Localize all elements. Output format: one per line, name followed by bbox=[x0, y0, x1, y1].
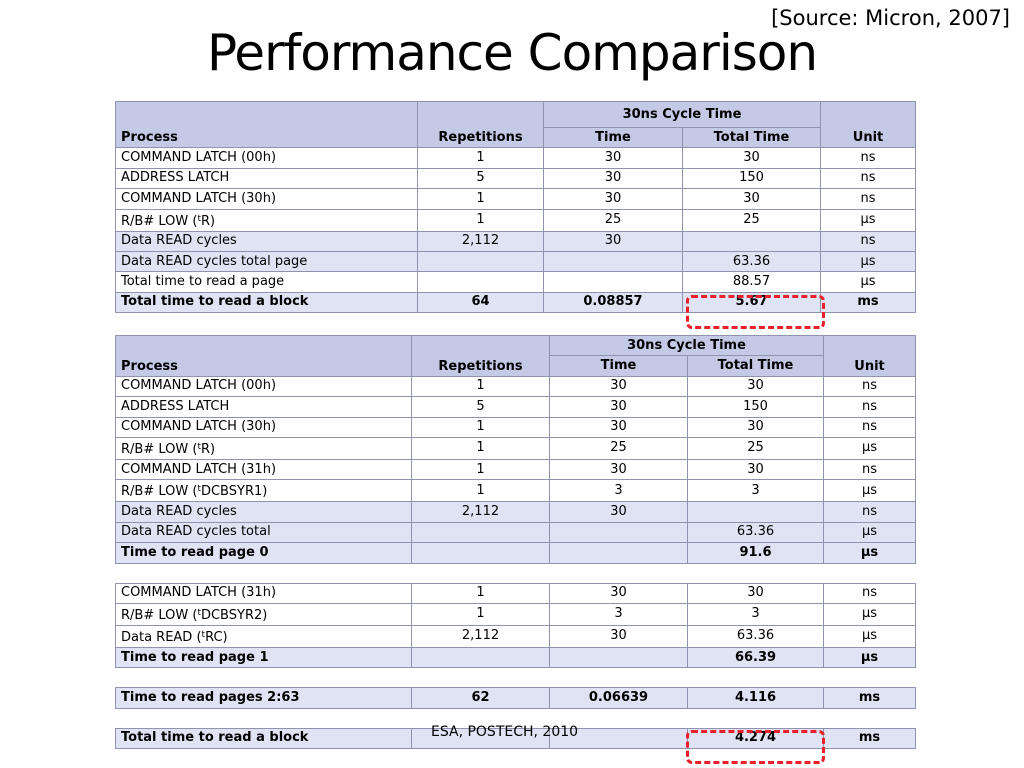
cell-time: 30 bbox=[550, 459, 688, 479]
cell-repetitions: 1 bbox=[412, 376, 550, 396]
table-row bbox=[116, 168, 916, 188]
header-unit: Unit bbox=[824, 336, 916, 377]
cell-time bbox=[550, 543, 688, 563]
table-row bbox=[116, 603, 916, 625]
cell-unit: µs bbox=[824, 543, 916, 563]
cell-process bbox=[116, 480, 412, 502]
cell-total-time: 4.274 bbox=[688, 728, 824, 748]
table-body bbox=[116, 148, 916, 313]
cell-process: Total time to read a block bbox=[116, 728, 412, 748]
cell-total-time: 25 bbox=[683, 209, 821, 231]
cell-repetitions: 1 bbox=[412, 459, 550, 479]
cell-unit: ns bbox=[821, 168, 916, 188]
cell-process bbox=[116, 209, 418, 231]
cell-process: Time to read page 1 bbox=[116, 647, 412, 667]
cell-total-time bbox=[688, 502, 824, 522]
cell-time bbox=[550, 522, 688, 542]
cell-repetitions: 1 bbox=[412, 480, 550, 502]
process-text: R/B# LOW ( bbox=[121, 441, 198, 457]
cell-process: COMMAND LATCH (30h) bbox=[116, 417, 412, 437]
cell-time: 3 bbox=[550, 480, 688, 502]
cell-time: 30 bbox=[544, 231, 683, 251]
cell-total-time: 66.39 bbox=[688, 647, 824, 667]
cell-time bbox=[544, 272, 683, 292]
cell-process: COMMAND LATCH (00h) bbox=[116, 376, 412, 396]
table-row bbox=[116, 647, 916, 667]
table-row bbox=[116, 625, 916, 647]
cell-repetitions: 2,112 bbox=[418, 231, 544, 251]
cell-unit: µs bbox=[824, 647, 916, 667]
process-text: R/B# LOW ( bbox=[121, 484, 198, 500]
cell-total-time: 30 bbox=[688, 376, 824, 396]
cell-repetitions: 1 bbox=[418, 148, 544, 168]
highlight-box-block-time-2 bbox=[686, 730, 825, 764]
spacer-cell bbox=[116, 668, 916, 688]
cell-unit: µs bbox=[821, 272, 916, 292]
cell-time bbox=[550, 647, 688, 667]
table-row bbox=[116, 189, 916, 209]
cell-total-time: 30 bbox=[688, 417, 824, 437]
cell-unit: ms bbox=[824, 728, 916, 748]
cell-unit: ns bbox=[824, 376, 916, 396]
process-text-suffix: R) bbox=[200, 441, 216, 457]
cell-unit: ns bbox=[824, 583, 916, 603]
cell-time bbox=[544, 251, 683, 271]
cell-time: 30 bbox=[550, 583, 688, 603]
cell-process: Time to read page 0 bbox=[116, 543, 412, 563]
cell-unit: ns bbox=[821, 231, 916, 251]
footer-credit: ESA, POSTECH, 2010 bbox=[431, 724, 579, 740]
table-row bbox=[116, 251, 916, 271]
header-cycle-time-group: 30ns Cycle Time bbox=[544, 102, 821, 128]
table-row bbox=[116, 231, 916, 251]
page-title: Performance Comparison bbox=[206, 24, 818, 82]
cell-unit: µs bbox=[824, 625, 916, 647]
process-superscript: t bbox=[197, 213, 201, 224]
cell-repetitions: 1 bbox=[412, 603, 550, 625]
cell-total-time: 25 bbox=[688, 437, 824, 459]
process-superscript: t bbox=[197, 441, 201, 452]
table-spacer bbox=[116, 563, 916, 583]
cell-repetitions: 5 bbox=[412, 397, 550, 417]
cell-total-time: 30 bbox=[688, 459, 824, 479]
cell-time: 30 bbox=[550, 625, 688, 647]
cell-time: 30 bbox=[544, 148, 683, 168]
process-superscript: t bbox=[197, 607, 201, 618]
process-text: Data READ ( bbox=[121, 629, 202, 645]
cell-unit: ns bbox=[824, 417, 916, 437]
table-row bbox=[116, 376, 916, 396]
table-spacer bbox=[116, 668, 916, 688]
cell-repetitions bbox=[418, 272, 544, 292]
cell-repetitions: 1 bbox=[412, 583, 550, 603]
cell-time: 30 bbox=[550, 417, 688, 437]
header-unit: Unit bbox=[821, 102, 916, 148]
cell-repetitions: 1 bbox=[418, 209, 544, 231]
table-row bbox=[116, 480, 916, 502]
process-text: R/B# LOW ( bbox=[121, 213, 198, 229]
table-row bbox=[116, 209, 916, 231]
cell-repetitions: 5 bbox=[418, 168, 544, 188]
cell-time: 30 bbox=[550, 376, 688, 396]
cell-process: Data READ cycles total bbox=[116, 522, 412, 542]
cell-process: Time to read pages 2:63 bbox=[116, 688, 412, 708]
cell-process: Data READ cycles total page bbox=[116, 251, 418, 271]
cell-repetitions: 1 bbox=[412, 417, 550, 437]
cell-unit: ns bbox=[824, 502, 916, 522]
table-row bbox=[116, 522, 916, 542]
header-time: Time bbox=[550, 356, 688, 376]
cell-total-time: 63.36 bbox=[688, 522, 824, 542]
table-row bbox=[116, 148, 916, 168]
cell-total-time: 3 bbox=[688, 480, 824, 502]
cell-unit: ns bbox=[824, 397, 916, 417]
cell-process: COMMAND LATCH (00h) bbox=[116, 148, 418, 168]
cell-repetitions bbox=[412, 522, 550, 542]
process-text-suffix: DCBSYR1) bbox=[200, 484, 268, 500]
cell-repetitions: 1 bbox=[418, 189, 544, 209]
table-row bbox=[116, 459, 916, 479]
cell-unit: µs bbox=[824, 603, 916, 625]
cell-time: 0.08857 bbox=[544, 292, 683, 312]
table-row bbox=[116, 583, 916, 603]
cell-unit: µs bbox=[824, 522, 916, 542]
cell-unit: µs bbox=[821, 251, 916, 271]
cell-total-time: 63.36 bbox=[688, 625, 824, 647]
header-total-time: Total Time bbox=[683, 128, 821, 148]
cell-time: 25 bbox=[550, 437, 688, 459]
cell-process: Data READ cycles bbox=[116, 231, 418, 251]
cell-process bbox=[116, 625, 412, 647]
cell-repetitions: 64 bbox=[418, 292, 544, 312]
cell-time: 3 bbox=[550, 603, 688, 625]
cell-total-time: 63.36 bbox=[683, 251, 821, 271]
cell-time: 30 bbox=[550, 502, 688, 522]
process-superscript: t bbox=[197, 484, 201, 495]
table-row bbox=[116, 437, 916, 459]
cell-total-time: 30 bbox=[683, 189, 821, 209]
table-row bbox=[116, 502, 916, 522]
cell-process: ADDRESS LATCH bbox=[116, 168, 418, 188]
cell-unit: ns bbox=[824, 459, 916, 479]
cell-unit: µs bbox=[821, 209, 916, 231]
cell-unit: ns bbox=[821, 148, 916, 168]
cell-total-time: 4.116 bbox=[688, 688, 824, 708]
cell-unit: ns bbox=[821, 189, 916, 209]
table-row bbox=[116, 543, 916, 563]
performance-table-cache-read bbox=[115, 335, 916, 749]
cell-time: 30 bbox=[544, 168, 683, 188]
cell-total-time: 150 bbox=[688, 397, 824, 417]
cell-time: 25 bbox=[544, 209, 683, 231]
process-text: R/B# LOW ( bbox=[121, 607, 198, 623]
performance-table-single-plane bbox=[115, 101, 916, 313]
table-row bbox=[116, 397, 916, 417]
cell-repetitions: 2,112 bbox=[412, 625, 550, 647]
cell-process: COMMAND LATCH (31h) bbox=[116, 583, 412, 603]
source-citation: [Source: Micron, 2007] bbox=[771, 6, 1010, 30]
cell-process: COMMAND LATCH (31h) bbox=[116, 459, 412, 479]
cell-total-time: 88.57 bbox=[683, 272, 821, 292]
spacer-cell bbox=[116, 563, 916, 583]
header-time: Time bbox=[544, 128, 683, 148]
header-process: Process bbox=[116, 336, 412, 377]
cell-total-time: 30 bbox=[683, 148, 821, 168]
table-body bbox=[116, 376, 916, 748]
cell-process bbox=[116, 603, 412, 625]
table-row bbox=[116, 688, 916, 708]
cell-time: 30 bbox=[550, 397, 688, 417]
cell-total-time: 5.67 bbox=[683, 292, 821, 312]
process-text-suffix: R) bbox=[200, 213, 216, 229]
table-row bbox=[116, 272, 916, 292]
cell-repetitions: 1 bbox=[412, 437, 550, 459]
header-process: Process bbox=[116, 102, 418, 148]
cell-process: ADDRESS LATCH bbox=[116, 397, 412, 417]
cell-total-time: 150 bbox=[683, 168, 821, 188]
cell-unit: ms bbox=[824, 688, 916, 708]
cell-process: COMMAND LATCH (30h) bbox=[116, 189, 418, 209]
header-total-time: Total Time bbox=[688, 356, 824, 376]
table-row bbox=[116, 417, 916, 437]
cell-process bbox=[116, 437, 412, 459]
process-superscript: t bbox=[201, 629, 206, 640]
cell-process: Total time to read a block bbox=[116, 292, 418, 312]
header-repetitions: Repetitions bbox=[412, 336, 550, 377]
cell-time: 0.06639 bbox=[550, 688, 688, 708]
cell-total-time: 91.6 bbox=[688, 543, 824, 563]
highlight-box-block-time-1 bbox=[686, 295, 825, 329]
cell-repetitions bbox=[418, 251, 544, 271]
cell-unit: µs bbox=[824, 480, 916, 502]
cell-repetitions: 62 bbox=[412, 688, 550, 708]
cell-total-time: 3 bbox=[688, 603, 824, 625]
cell-unit: µs bbox=[824, 437, 916, 459]
cell-repetitions bbox=[412, 647, 550, 667]
cell-process: Total time to read a page bbox=[116, 272, 418, 292]
header-cycle-time-group: 30ns Cycle Time bbox=[550, 336, 824, 356]
cell-total-time: 30 bbox=[688, 583, 824, 603]
header-repetitions: Repetitions bbox=[418, 102, 544, 148]
process-text-suffix: RC) bbox=[205, 629, 228, 645]
cell-total-time bbox=[683, 231, 821, 251]
process-text-suffix: DCBSYR2) bbox=[200, 607, 268, 623]
cell-repetitions: 2,112 bbox=[412, 502, 550, 522]
cell-time: 30 bbox=[544, 189, 683, 209]
cell-repetitions bbox=[412, 543, 550, 563]
cell-process: Data READ cycles bbox=[116, 502, 412, 522]
cell-unit: ms bbox=[821, 292, 916, 312]
